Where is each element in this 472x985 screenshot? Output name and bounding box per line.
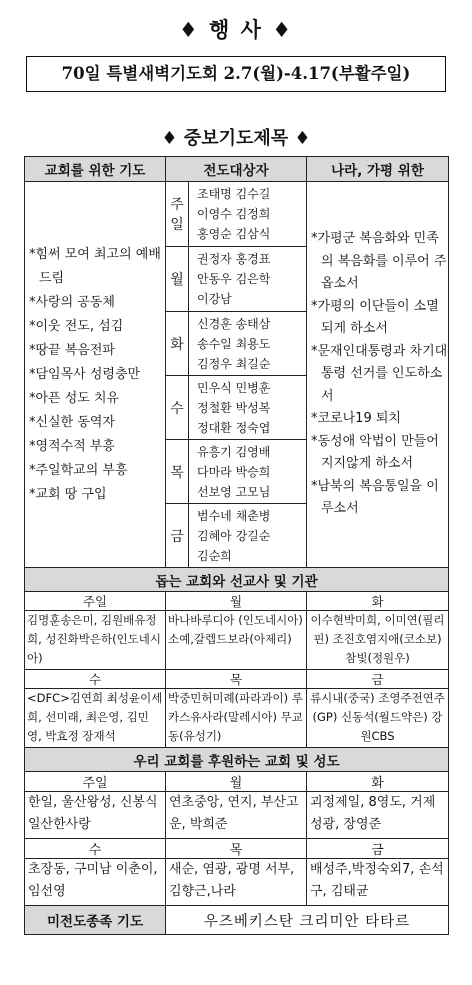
nation-prayer-list <box>307 228 448 521</box>
list-item: *가평의 이단들이 소멸되게 하소서 <box>311 298 439 337</box>
list-item: *힘써 모여 최고의 예배드림 <box>29 246 161 286</box>
events-heading: ♦ 행 사 ♦ <box>178 18 294 42</box>
day-header: 목 <box>166 839 307 859</box>
day-header: 월 <box>166 772 307 792</box>
name-line: 안동우 김은학 <box>197 272 271 286</box>
nation-prayer-header: 나라, 가평 위한 <box>307 157 449 182</box>
name-line: 선보영 고모님 <box>197 484 271 499</box>
day-label: 주일 <box>166 182 189 247</box>
list-item: *교회 땅 구입 <box>29 486 107 502</box>
evangelism-header: 전도대상자 <box>166 157 307 182</box>
evangelism-names <box>189 247 307 312</box>
prayer-table <box>24 156 449 935</box>
special-dawn-prayer-event: 70일 특별새벽기도회 2.7(월)-4.17(부활주일) <box>26 56 446 92</box>
list-item: *땅끝 복음전파 <box>29 342 115 358</box>
list-item: *남북의 복음통일을 이루소서 <box>311 478 439 517</box>
list-item: *아픈 성도 치유 <box>29 390 120 406</box>
name-line: 김순희 <box>197 548 232 563</box>
missions-cell: 바나바루디아 (인도네시아) 소예,갈렙드보라(아제리) <box>166 611 307 670</box>
list-item: *이웃 전도, 섬김 <box>29 318 124 334</box>
missions-cell: 박중민허미례(파라과이) 루카스유사라(말레시아) 무교동(유성기) <box>166 689 307 748</box>
list-item: *가평군 복음화와 민족의 복음화를 이루어 주옵소서 <box>311 231 447 292</box>
day-header: 주일 <box>25 592 166 611</box>
list-item: *코로나19 퇴치 <box>311 411 401 427</box>
evangelism-names <box>189 504 307 568</box>
evangelism-names <box>189 376 307 440</box>
name-line: 범수네 채춘병 <box>197 508 271 523</box>
day-label: 화 <box>166 312 189 376</box>
day-header: 금 <box>307 670 449 689</box>
evangelism-names <box>189 440 307 504</box>
day-header: 금 <box>307 839 449 859</box>
missions-cell: <DFC>김연희 최성윤이세희, 선미래, 최은영, 김민영, 박효정 장재석 <box>25 689 166 748</box>
supporters-cell: 초장동, 구미남 이춘이, 임선영 <box>25 859 166 906</box>
missions-cell: 김명훈송은미, 김원배유정희, 성진화박은하(인도네시아) <box>25 611 166 670</box>
day-header: 주일 <box>25 772 166 792</box>
name-line: 권정자 홍경표 <box>197 252 271 266</box>
name-line: 홍영순 김삼식 <box>197 227 271 241</box>
name-line: 김정우 최길순 <box>197 356 271 371</box>
unreached-people-label: 미전도종족 기도 <box>25 906 166 935</box>
list-item: *사랑의 공동체 <box>29 294 115 310</box>
name-line: 다마라 박승희 <box>197 464 271 479</box>
list-item: *신실한 동역자 <box>29 414 115 430</box>
list-item: *동성애 악법이 만들어 지지않게 하소서 <box>311 433 439 472</box>
day-header: 수 <box>25 839 166 859</box>
evangelism-names <box>189 182 307 247</box>
name-line: 이영수 김정희 <box>197 207 271 221</box>
name-line: 송수일 최용도 <box>197 336 271 351</box>
name-line: 민우식 민병훈 <box>197 380 271 395</box>
church-prayer-header: 교회를 위한 기도 <box>25 157 166 182</box>
name-line: 정철환 박성복 <box>197 400 271 415</box>
day-header: 월 <box>166 592 307 611</box>
day-label: 목 <box>166 440 189 504</box>
missions-cell: 류시내(중국) 조영주전연주(GP) 신동석(월드약은) 강원CBS <box>307 689 449 748</box>
name-line: 김혜아 강길순 <box>197 528 271 543</box>
evangelism-names <box>189 312 307 376</box>
day-header: 화 <box>307 592 449 611</box>
intercessory-prayer-heading: ♦ 중보기도제목 ♦ <box>161 128 311 149</box>
day-label: 월 <box>166 247 189 312</box>
nation-prayer-cell <box>307 182 449 568</box>
name-line: 조태명 김수길 <box>197 187 271 201</box>
missions-cell: 이수현박미희, 이미연(필리핀) 조진호염지애(코소보) 참빛(정원우) <box>307 611 449 670</box>
list-item: *영적수적 부흥 <box>29 438 115 454</box>
unreached-people-value: 우즈베키스탄 크리미안 타타르 <box>166 906 449 935</box>
day-label: 수 <box>166 376 189 440</box>
supporters-section-title: 우리 교회를 후원하는 교회 및 성도 <box>25 748 449 772</box>
name-line: 정대환 정숙엽 <box>197 420 271 435</box>
name-line: 이강남 <box>197 292 232 306</box>
name-line: 신경훈 송태삼 <box>197 316 271 331</box>
missions-section-title: 돕는 교회와 선교사 및 기관 <box>25 568 449 592</box>
day-header: 화 <box>307 772 449 792</box>
supporters-cell: 괴정제일, 8영도, 거제성광, 장영준 <box>307 792 449 839</box>
supporters-cell: 한일, 울산왕성, 신봉식 일산한사랑 <box>25 792 166 839</box>
supporters-cell: 새순, 염광, 광명 서부, 김향근,나라 <box>166 859 307 906</box>
list-item: *문재인대통령과 차기대통령 선거를 인도하소서 <box>311 343 448 404</box>
list-item: *담임목사 성령충만 <box>29 366 141 382</box>
name-line: 유흥기 김영배 <box>197 444 271 459</box>
supporters-cell: 연초중앙, 연지, 부산고운, 박희준 <box>166 792 307 839</box>
church-prayer-cell <box>25 182 166 568</box>
church-prayer-list <box>25 243 165 507</box>
list-item: *주일학교의 부흥 <box>29 462 128 478</box>
day-header: 수 <box>25 670 166 689</box>
day-label: 금 <box>166 504 189 568</box>
supporters-cell: 배성주,박정숙외7, 손석구, 김태균 <box>307 859 449 906</box>
day-header: 목 <box>166 670 307 689</box>
